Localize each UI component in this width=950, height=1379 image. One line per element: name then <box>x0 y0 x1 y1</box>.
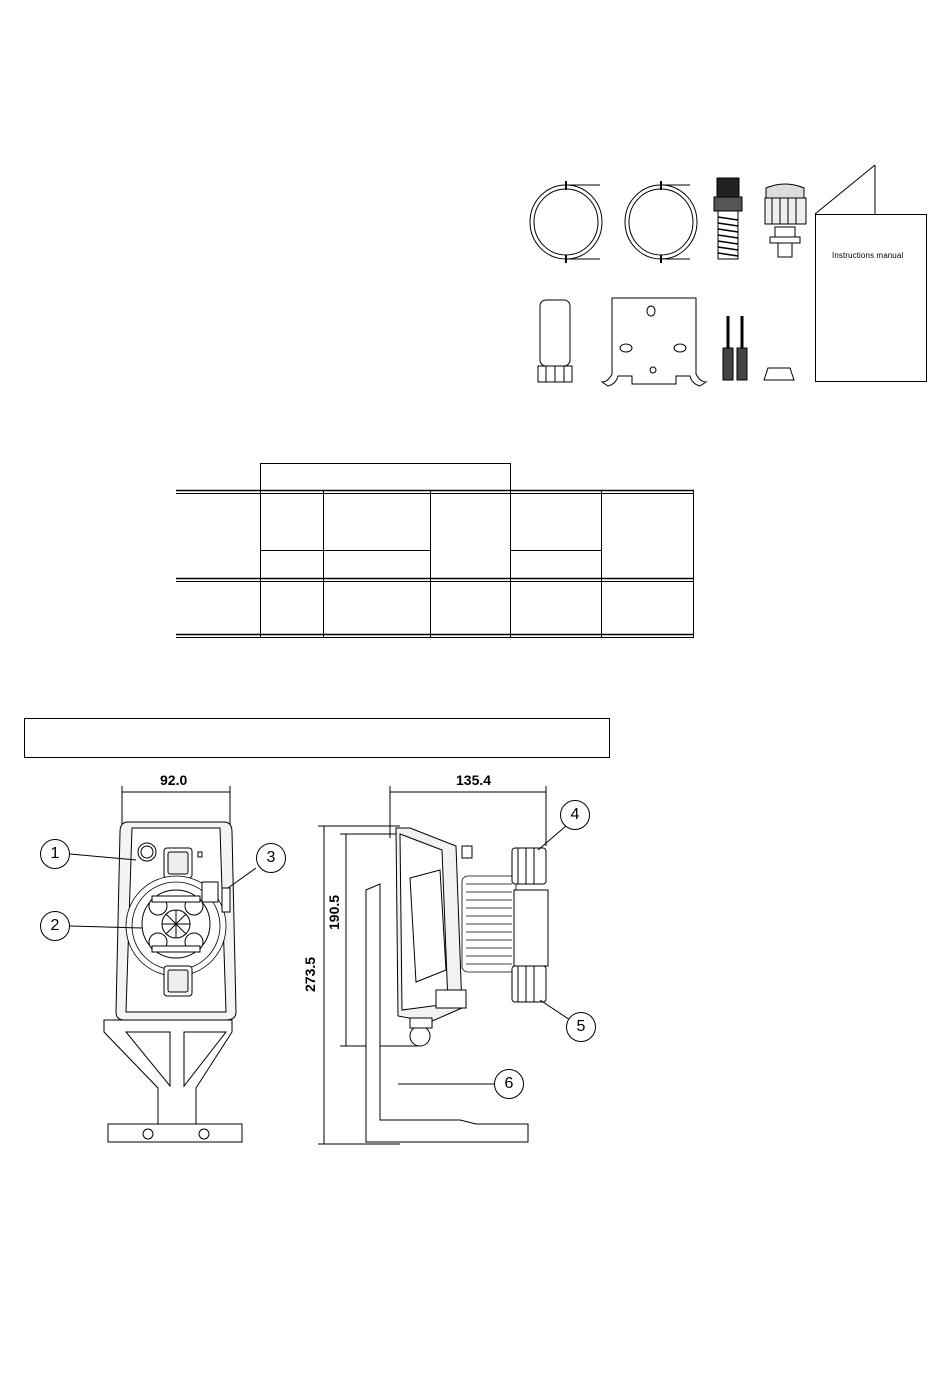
callout-5: 5 <box>566 1012 596 1042</box>
callout-1: 1 <box>40 839 70 869</box>
callout-4: 4 <box>560 800 590 830</box>
instructions-manual-title: Instructions manual <box>832 251 904 260</box>
dimension-label-side-depth: 135.4 <box>456 772 492 788</box>
callout-2: 2 <box>40 911 70 941</box>
dimension-label-inner-height: 190.5 <box>326 894 342 930</box>
dimension-label-front-width: 92.0 <box>160 772 188 788</box>
dimension-label-total-height: 273.5 <box>302 956 318 992</box>
pump-front-view <box>104 786 242 1142</box>
callout-3: 3 <box>256 843 286 873</box>
callout-6: 6 <box>494 1069 524 1099</box>
